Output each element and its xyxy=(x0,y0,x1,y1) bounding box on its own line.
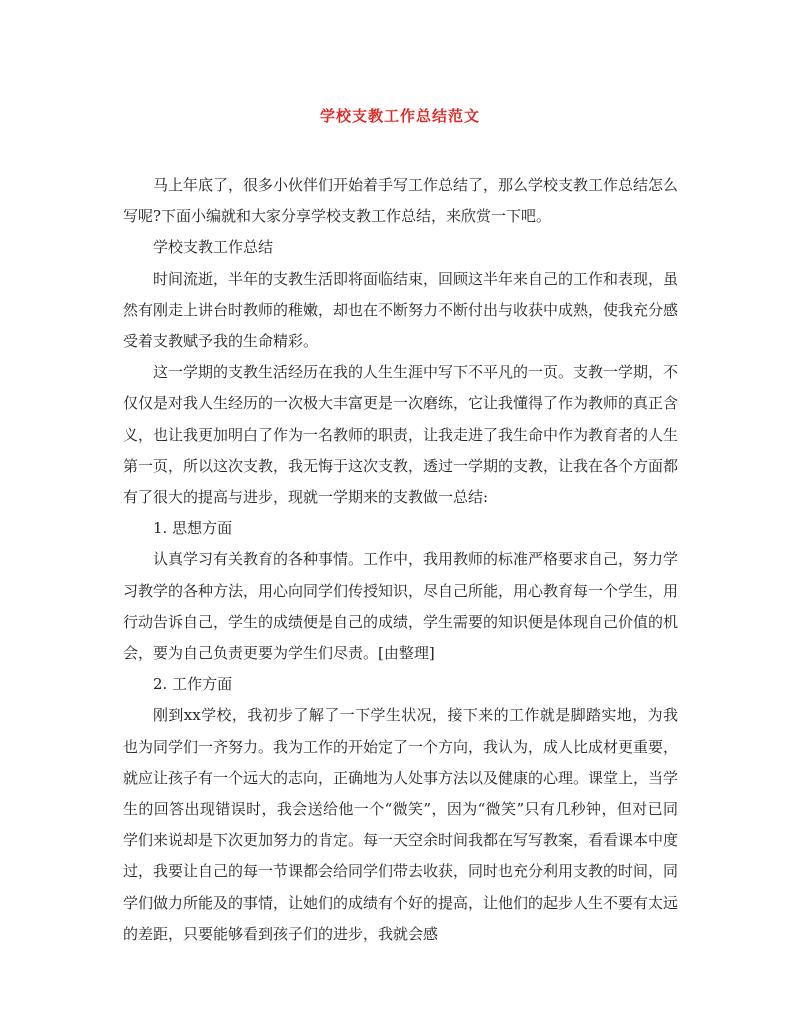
document-title: 学校支教工作总结范文 xyxy=(319,107,480,125)
paragraph-experience: 这一学期的支教生活经历在我的人生生涯中写下不平凡的一页。支教一学期，不仅仅是对我人生经历的一次极大丰富更是一次磨练，它让我懂得了作为教师的真正含义，也让我更加明白了作为一名教师的职责，让我走进了我生命中作为教育者的人生第一页，所以这次支教，我无悔于这次支教，透过一学期的支教，让我在各个方面都有了很大的提高与进步，现就一学期来的支教做一总结: xyxy=(123,363,679,507)
paragraph-thought: 认真学习有关教育的各种事情。工作中，我用教师的标准严格要求自己，努力学习教学的各种方法，用心向同学们传授知识，尽自己所能，用心教育每一个学生，用行动告诉自己，学生的成绩便是自己的成绩，学生需要的知识便是体现自己价值的机会，要为自己负责更要为学生们尽责。[由整理] xyxy=(123,550,679,663)
subheading-work: 2. 工作方面 xyxy=(153,675,233,694)
section-heading: 学校支教工作总结 xyxy=(153,238,274,257)
paragraph-reflection: 时间流逝，半年的支教生活即将面临结束，回顾这半年来自己的工作和表现，虽然有刚走上讲台时教师的稚嫩，却也在不断努力不断付出与收获中成熟，使我充分感受着支教赋予我的生命精彩。 xyxy=(123,269,679,351)
paragraph-intro: 马上年底了，很多小伙伴们开始着手写工作总结了，那么学校支教工作总结怎么写呢?下面小编就和大家分享学校支教工作总结，来欣赏一下吧。 xyxy=(123,176,679,226)
document-body xyxy=(123,170,678,950)
subheading-thought: 1. 思想方面 xyxy=(153,519,233,538)
paragraph-work: 刚到xx学校，我初步了解了一下学生状况，接下来的工作就是脚踏实地，为我也为同学们一齐努力。我为工作的开始定了一个方向，我认为，成人比成材更重要，就应让孩子有一个远大的志向，正确地为人处事方法以及健康的心理。课堂上，当学生的回答出现错误时，我会送给他一个“微笑”，因为“微笑”只有几秒钟，但对已同学们来说却是下次更加努力的肯定。每一天空余时间我都在写写教案，看看课本中度过，我要让自己的每一节课都会给同学们带去收获，同时也充分利用支教的时间，同学们做力所能及的事情，让她们的成绩有个好的提高，让他们的起步人生不要有太远的差距，只要能够看到孩子们的进步，我就会感 xyxy=(123,706,679,943)
